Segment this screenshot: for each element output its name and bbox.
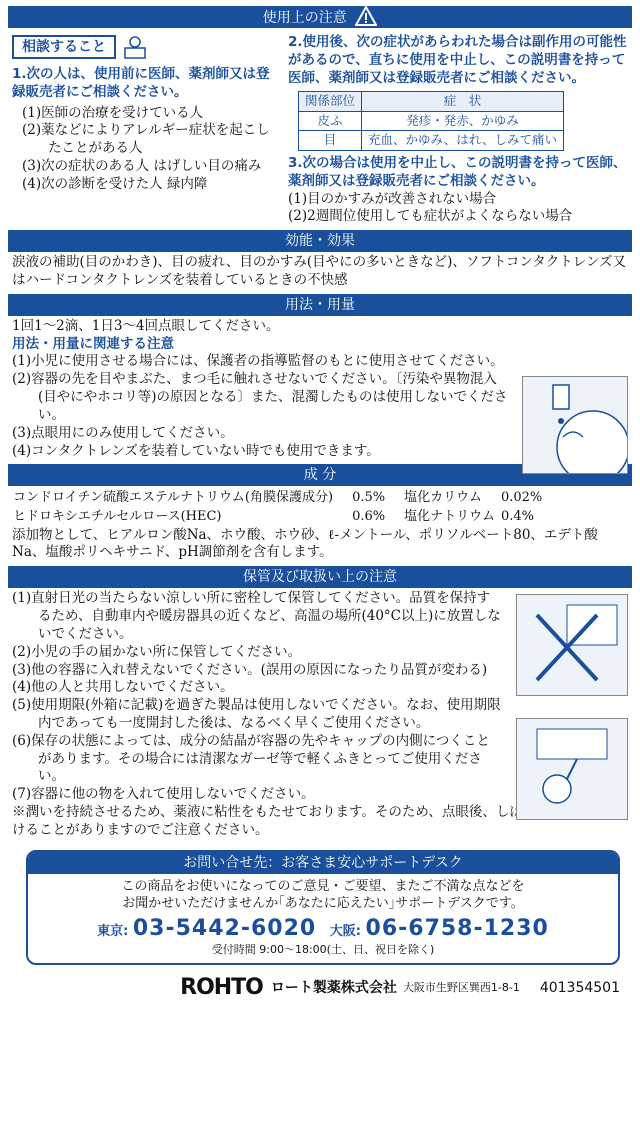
table-cell: 0.4%: [500, 509, 535, 525]
list-item: (4)次の診断を受けた人 緑内障: [22, 175, 208, 192]
consult-item1-list: [12, 105, 280, 194]
osaka-phone[interactable]: 06-6758-1230: [365, 915, 549, 941]
support-hours: 受付時間 9:00〜18:00(土、日、祝日を除く): [211, 942, 435, 956]
support-desk: [26, 850, 620, 966]
efficacy-header: [8, 230, 632, 252]
list-item: (2)2週間位使用しても症状がよくならない場合: [288, 208, 573, 225]
table-cell: 0.02%: [500, 490, 543, 506]
storage-header: [8, 566, 632, 588]
table-row: [299, 131, 564, 151]
table-cell: 目: [299, 131, 362, 151]
dosage-related-heading: 用法・用量に関連する注意: [12, 335, 174, 352]
consult-item1-heading: 1.次の人は、使用前に医師、薬剤師又は登録販売者にご相談ください。: [12, 66, 270, 100]
dosage-header: [8, 294, 632, 316]
consult-item3-heading: 3.次の場合は使用を中止し、この説明書を持って医師、薬剤師又は登録販売者にご相談ください。: [288, 154, 627, 189]
table-header: 症 状: [362, 92, 564, 112]
precautions-title: 使用上の注意: [262, 10, 347, 26]
consult-item3-list: [288, 191, 628, 227]
dosage-text: 1回1〜2滴、1日3〜4回点眼してください。: [12, 317, 280, 334]
table-cell: コンドロイチン硫酸エステルナトリウム(角膜保護成分): [13, 490, 334, 506]
consult-item2-heading: 2.使用後、次の症状があらわれた場合は副作用の可能性があるので、直ちに使用を中止し、この説明書を持って医師、薬剤師又は登録販売者にご相談ください。: [288, 34, 627, 86]
warning-triangle-icon: [355, 6, 377, 26]
list-item: (3)点眼用にのみ使用してください。: [12, 424, 234, 441]
table-cell: 0.6%: [352, 509, 386, 525]
ingredients-table: [12, 488, 543, 526]
list-item: (1)医師の治療を受けている人: [22, 104, 204, 121]
child-reach-illustration: [516, 718, 628, 820]
list-item: (3)他の容器に入れ替えないでください。(誤用の原因になったり品質が変わる): [12, 661, 488, 678]
osaka-label: 大阪:: [329, 923, 361, 939]
list-item: (3)次の症状のある人 はげしい目の痛み: [22, 158, 262, 175]
table-cell: 皮ふ: [299, 111, 362, 131]
table-header: 関係部位: [299, 92, 362, 112]
storage-title: 保管及び取扱い上の注意: [243, 569, 397, 586]
eyedrop-illustration: [522, 376, 628, 474]
tokyo-label: 東京:: [97, 923, 129, 939]
list-item: (5)使用期限(外箱に記載)を過ぎた製品は使用しないでください。なお、使用期限内であっても一度開封した後は、なるべく早くご使用ください。: [12, 697, 501, 731]
consult-label: 相談すること: [12, 35, 116, 59]
table-cell: ヒドロキシエチルセルロース(HEC): [13, 509, 222, 525]
table-cell: 塩化カリウム: [404, 490, 482, 506]
support-line1: この商品をお使いになってのご意見・ご要望、またご不満な点などを: [121, 878, 525, 894]
precautions-header: [8, 6, 632, 28]
support-title: お問い合せ先：お客さま安心サポートデスク: [28, 852, 618, 874]
ingredients-title: 成 分: [303, 467, 337, 484]
table-row: [12, 507, 543, 526]
table-row: [12, 488, 543, 507]
product-code: 401354501: [539, 979, 620, 996]
list-item: (2)薬などによりアレルギー症状を起こしたことがある人: [22, 122, 270, 157]
company-address: 大阪市生野区巽西1-8-1: [402, 980, 520, 994]
efficacy-title: 効能・効果: [285, 233, 355, 250]
list-item: (1)小児に使用させる場合には、保護者の指導監督のもとに使用させてください。: [12, 353, 504, 370]
ingredients-additives: 添加物として、ヒアルロン酸Na、ホウ酸、ホウ砂、ℓ-メントール、ポリソルベート80、エデト酸Na、塩酸ポリヘキサニド、pH調節剤を含有します。: [12, 526, 598, 561]
storage-note: ※潤いを持続させるため、薬液に粘性をもたせております。そのため、点眼後、しばらく視野がぼやけることがありますのでご注意ください。: [12, 804, 618, 838]
list-item: (1)直射日光の当たらない涼しい所に密栓して保管してください。品質を保持するため、自動車内や暖房器具の近くなど、高温の場所(40°C以上)に放置しないでください。: [12, 590, 501, 642]
table-cell: 0.5%: [352, 490, 386, 506]
footer: [0, 965, 640, 1002]
dosage-title: 用法・用量: [285, 296, 355, 313]
list-item: (7)容器に他の物を入れて使用しないでください。: [12, 786, 315, 803]
list-item: (2)小児の手の届かない所に保管してください。: [12, 643, 302, 660]
rohto-logo: ROHTO: [180, 975, 263, 1001]
table-row: [299, 111, 564, 131]
list-item: (1)目のかすみが改善されない場合: [288, 190, 497, 207]
no-hot-storage-illustration: [516, 594, 628, 696]
list-item: (6)保存の状態によっては、成分の結晶が容器の先やキャップの内側につくことがあります。その場合には清潔なガーゼ等で軽くふきとってご使用ください。: [12, 732, 490, 785]
list-item: (2)容器の先を目やまぶた、まつ毛に触れさせないでください。〔汚染や異物混入(目やにやホコリ等)の原因となる〕また、混濁したものは使用しないでください。: [12, 371, 508, 423]
list-item: (4)コンタクトレンズを装着していない時でも使用できます。: [12, 442, 380, 459]
table-cell: 発疹・発赤、かゆみ: [362, 111, 564, 131]
efficacy-text: 涙液の補助(目のかわき)、目の疲れ、目のかすみ(目やにの多いときなど)、ソフトコンタクトレンズ又はハードコンタクトレンズを装着しているときの不快感: [12, 254, 627, 288]
doctor-icon: [122, 34, 148, 60]
support-line2: お聞かせいただけませんか｢あなたに応えたい｣サポートデスクです。: [122, 895, 524, 911]
list-item: (4)他の人と共用しないでください。: [12, 679, 234, 696]
table-cell: 充血、かゆみ、はれ、しみて痛い: [362, 131, 564, 151]
tokyo-phone[interactable]: 03-5442-6020: [132, 915, 317, 941]
table-cell: 塩化ナトリウム: [404, 509, 495, 525]
company-name: ロート製薬株式会社: [270, 979, 397, 996]
symptom-table: [298, 91, 564, 151]
